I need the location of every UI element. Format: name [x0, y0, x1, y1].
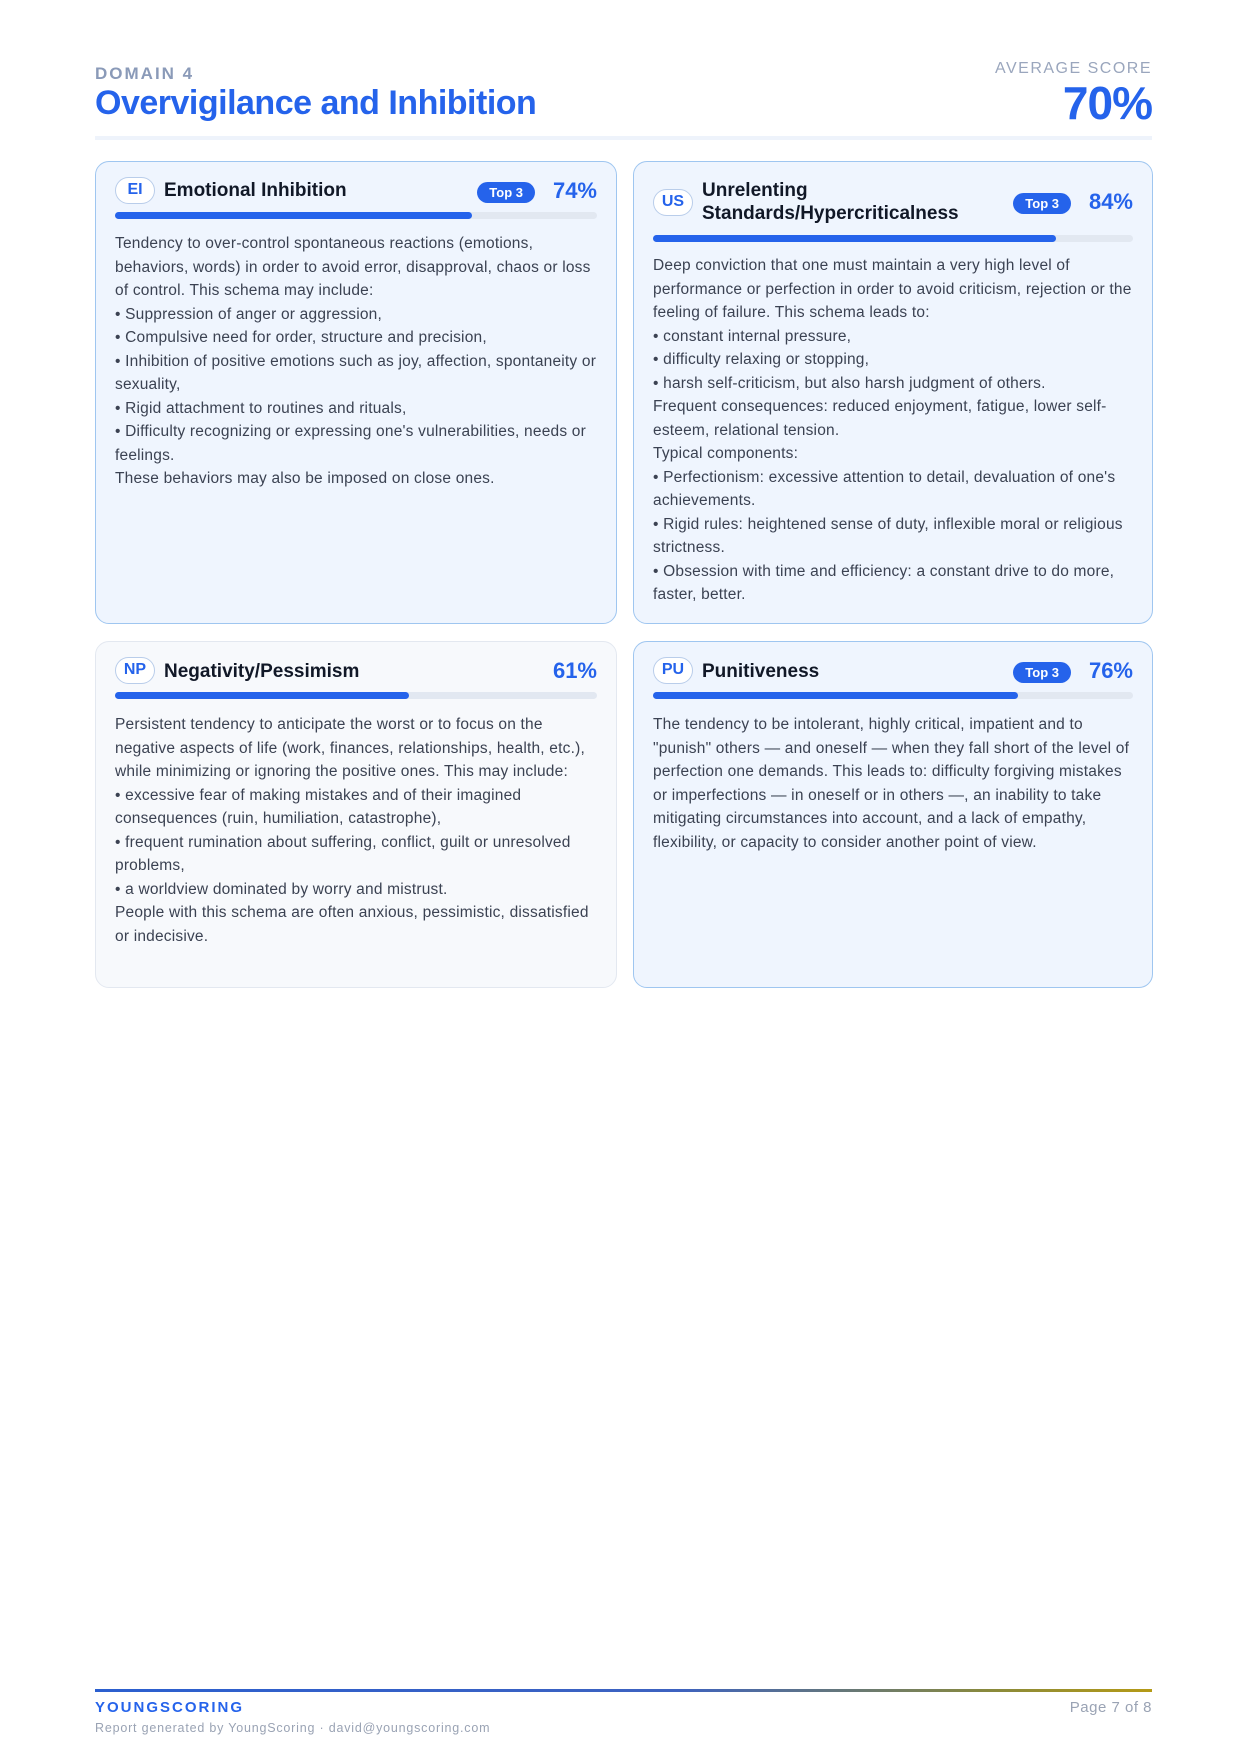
score-bar-fill: [653, 692, 1018, 699]
card-header: [115, 162, 597, 224]
card-header: [653, 642, 1133, 704]
schema-title-line2: Standards/Hypercriticalness: [702, 203, 959, 224]
score-bar: [115, 212, 597, 219]
average-score-value: 70%: [1062, 77, 1152, 129]
schema-card-pu: [633, 641, 1153, 988]
schema-code-badge: NP: [115, 657, 155, 684]
score-bar-fill: [115, 692, 409, 699]
schema-description: Persistent tendency to anticipate the worst or to focus on the negative aspects of life (work, finances, relationships, health, etc.), while minimizing or ignoring the positive ones. This may include: • excessive fear of making mistakes and of their imagined consequences (ruin, humiliation, catastrophe), • frequent rumination about suffering, conflict, guilt or unresolved problems, • a worldview dominated by worry and mistrust. People with this schema are often anxious, pessimistic, dissatisfied or indecisive.: [115, 716, 589, 945]
schema-description: The tendency to be intolerant, highly critical, impatient and to "punish" others — and oneself — when they fall short of the level of perfection one demands. This leads to: difficulty forgiving mistakes or imperfections — in oneself or in others —, an inability to take mitigating circumstances into account, and a lack of empathy, flexibility, or capacity to consider another point of view.: [653, 716, 1130, 851]
schema-title-line1: Unrelenting: [702, 180, 808, 201]
page-number: Page 7 of 8: [1069, 1699, 1152, 1716]
schema-description: Deep conviction that one must maintain a very high level of performance or perfection in order to avoid criticism, rejection or the feeling of failure. This schema leads to: • constant internal pressure, • difficulty relaxing or stopping, • harsh self-criticism, but also harsh judgment of others. Frequent consequences: reduced enjoyment, fatigue, lower self-esteem, relational tension. Typical components: • Perfectionism: excessive attention to detail, devaluation of one's achievements. • Rigid rules: heightened sense of duty, inflexible moral or religious strictness. • Obsession with time and efficiency: a constant drive to do more, faster, better.: [653, 257, 1132, 603]
schema-score: 61%: [552, 658, 597, 683]
top3-badge: Top 3: [1013, 193, 1071, 214]
schema-score: 84%: [1088, 189, 1133, 214]
schema-card-ei: [95, 161, 617, 624]
footer-brand: YOUNGSCORING: [95, 1699, 245, 1716]
score-bar-fill: [653, 235, 1056, 242]
schema-title: Emotional Inhibition: [164, 180, 347, 201]
schema-card-np: [95, 641, 617, 988]
score-bar-fill: [115, 212, 472, 219]
schema-code-badge: EI: [115, 177, 155, 204]
footer-divider: [95, 1689, 1152, 1692]
top3-badge: Top 3: [477, 182, 535, 203]
card-header: [115, 642, 597, 704]
score-bar: [115, 692, 597, 699]
schema-card-us: [633, 161, 1153, 624]
schema-title: Negativity/Pessimism: [164, 661, 360, 682]
domain-title: Overvigilance and Inhibition: [95, 84, 537, 122]
top3-badge: Top 3: [1013, 662, 1071, 683]
card-header: [653, 162, 1133, 234]
schema-code-badge: US: [653, 189, 693, 216]
schema-title: Punitiveness: [702, 661, 820, 682]
score-bar: [653, 692, 1133, 699]
average-score-label: AVERAGE SCORE: [994, 60, 1152, 77]
schema-description: Tendency to over-control spontaneous reactions (emotions, behaviors, words) in order to avoid error, disapproval, chaos or loss of control. This schema may include: • Suppression of anger or aggression, • Compulsive need for order, structure and precision, • Inhibition of positive emotions such as joy, affection, spontaneity or sexuality, • Rigid attachment to routines and rituals, • Difficulty recognizing or expressing one's vulnerabilities, needs or feelings. These behaviors may also be imposed on close ones.: [115, 235, 597, 487]
score-bar: [653, 235, 1133, 242]
schema-score: 74%: [552, 178, 597, 203]
schema-code-badge: PU: [653, 657, 693, 684]
domain-header: [95, 62, 1152, 140]
schema-score: 76%: [1088, 658, 1133, 683]
footer-generated-note: Report generated by YoungScoring · david@youngscoring.com: [95, 1721, 491, 1735]
domain-label: DOMAIN 4: [95, 64, 195, 83]
